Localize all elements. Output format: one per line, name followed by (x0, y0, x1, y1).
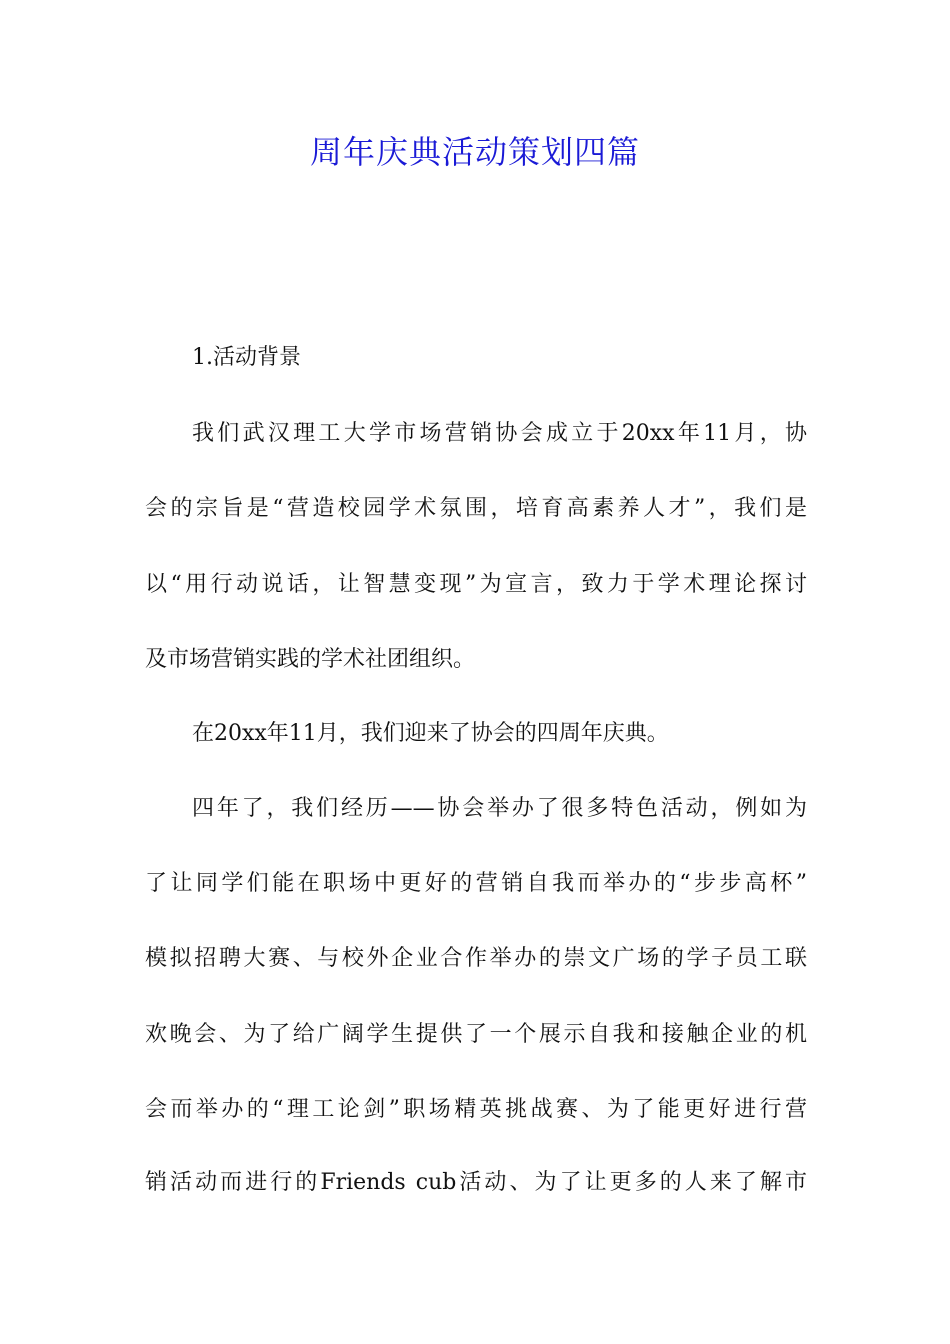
paragraph-line: 了让同学们能在职场中更好的营销自我而举办的“步步高杯” (145, 871, 807, 896)
paragraph-line: 在20xx年11月，我们迎来了协会的四周年庆典。 (192, 721, 669, 746)
section-heading: 1.活动背景 (192, 345, 301, 370)
document-title: 周年庆典活动策划四篇 (309, 133, 640, 171)
paragraph-line: 销活动而进行的Friends cub活动、为了让更多的人来了解市 (145, 1170, 807, 1195)
document-body (145, 0, 807, 1344)
paragraph-line: 会而举办的“理工论剑”职场精英挑战赛、为了能更好进行营 (145, 1097, 807, 1122)
paragraph-line: 四年了，我们经历——协会举办了很多特色活动，例如为 (192, 796, 807, 821)
paragraph-line: 以“用行动说话，让智慧变现”为宣言，致力于学术理论探讨 (145, 572, 807, 597)
paragraph-line: 模拟招聘大赛、与校外企业合作举办的崇文广场的学子员工联 (145, 946, 807, 971)
paragraph-line: 欢晚会、为了给广阔学生提供了一个展示自我和接触企业的机 (145, 1022, 807, 1047)
paragraph-line: 会的宗旨是“营造校园学术氛围，培育高素养人才”，我们是 (145, 496, 807, 521)
paragraph-line: 及市场营销实践的学术社团组织。 (145, 647, 476, 672)
paragraph-line: 我们武汉理工大学市场营销协会成立于20xx年11月，协 (192, 421, 807, 446)
